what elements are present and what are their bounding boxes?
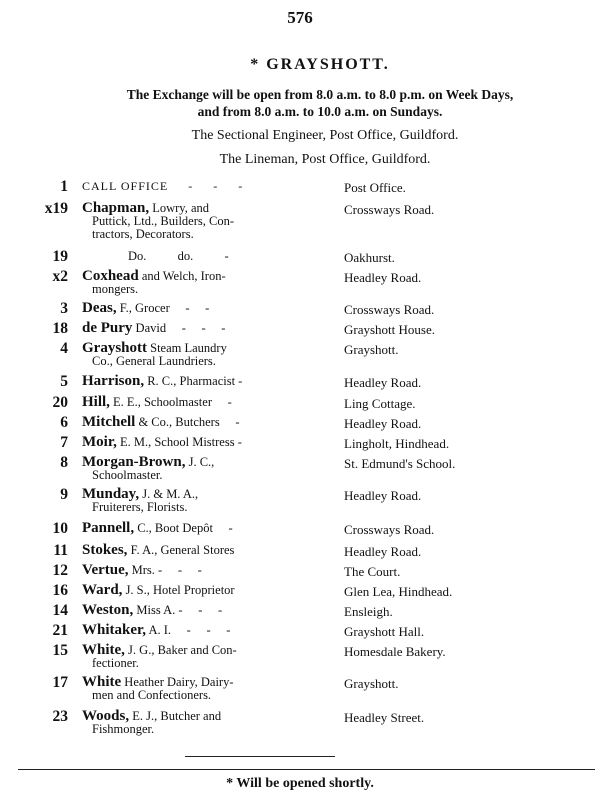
subscriber-surname: Ward,	[82, 582, 123, 598]
telephone-number: 7	[60, 434, 68, 451]
subscriber-address: Headley Road.	[344, 416, 422, 431]
subscriber-line: Schoolmaster.	[92, 468, 163, 482]
subscriber-line	[82, 544, 328, 557]
subscriber-address: Lingholt, Hindhead.	[344, 436, 450, 451]
subscriber-name	[82, 270, 328, 296]
lineman: The Lineman, Post Office, Guildford.	[219, 152, 431, 167]
subscriber-address: Grayshott.	[344, 676, 399, 691]
telephone-number: 11	[53, 542, 68, 559]
subscriber-name	[82, 202, 328, 241]
subscriber-name	[82, 302, 328, 315]
subscriber-name	[82, 522, 328, 535]
sectional-engineer: The Sectional Engineer, Post Office, Guildford.	[191, 128, 459, 143]
subscriber-name	[82, 710, 328, 736]
subscriber-name	[82, 488, 328, 514]
subscriber-name	[82, 416, 328, 429]
subscriber-line	[82, 375, 328, 388]
telephone-number: 16	[52, 582, 68, 599]
subscriber-line: tractors, Decorators.	[92, 227, 194, 241]
subscriber-address: St. Edmund's School.	[344, 456, 456, 471]
subscriber-name	[82, 544, 328, 557]
subscriber-line: Co., General Laundriers.	[92, 354, 216, 368]
subscriber-name	[82, 342, 328, 368]
subscriber-detail: E. J., Butcher and	[129, 709, 222, 723]
subscriber-name	[82, 436, 328, 449]
subscriber-line: fectioner.	[92, 656, 139, 670]
telephone-number: 3	[60, 300, 68, 317]
subscriber-name	[82, 676, 328, 702]
subscriber-address: Grayshott House.	[344, 322, 435, 337]
subscriber-line	[82, 180, 328, 193]
subscriber-address: Grayshott.	[344, 342, 399, 357]
subscriber-detail: and Welch, Iron-	[138, 269, 226, 283]
subscriber-name	[82, 456, 328, 482]
subscriber-line	[82, 564, 328, 577]
subscriber-surname: Vertue,	[82, 562, 129, 578]
subscriber-line	[82, 250, 328, 263]
subscriber-address: The Court.	[344, 564, 401, 579]
subscriber-line	[82, 584, 328, 597]
subscriber-address: Headley Road.	[344, 270, 422, 285]
subscriber-surname: Harrison,	[82, 373, 145, 389]
footnote: * Will be opened shortly.	[226, 776, 374, 791]
subscriber-address: Crossways Road.	[344, 522, 435, 537]
subscriber-detail: J. G., Baker and Con-	[124, 643, 237, 657]
subscriber-name	[82, 375, 328, 388]
subscriber-surname: Whitaker,	[82, 622, 147, 638]
subscriber-detail: C., Boot Depôt -	[134, 521, 233, 535]
telephone-number: 14	[52, 602, 68, 619]
telephone-number: 8	[60, 454, 68, 471]
subscriber-name	[82, 250, 328, 263]
subscriber-surname: Morgan-Brown,	[82, 454, 186, 470]
subscriber-address: Ensleigh.	[344, 604, 393, 619]
subscriber-detail: J. S., Hotel Proprietor	[122, 583, 235, 597]
subscriber-line	[82, 436, 328, 449]
subscriber-line: mongers.	[92, 282, 139, 296]
telephone-number: 4	[60, 340, 68, 357]
telephone-number: 18	[52, 320, 68, 337]
subscriber-address: Headley Road.	[344, 488, 422, 503]
subscriber-address: Crossways Road.	[344, 202, 435, 217]
subscriber-detail: Miss A. - - -	[133, 603, 223, 617]
subscriber-detail: Lowry, and	[149, 201, 210, 215]
subscriber-surname: White,	[82, 642, 125, 658]
page-title: * GRAYSHOTT.	[250, 56, 390, 73]
page-number: 576	[287, 8, 313, 27]
telephone-number: 12	[52, 562, 68, 579]
subscriber-surname: Stokes,	[82, 542, 128, 558]
subscriber-detail: Heather Dairy, Dairy-	[121, 675, 234, 689]
telephone-number: 9	[60, 486, 68, 503]
subscriber-line	[82, 624, 328, 637]
exchange-hours	[40, 86, 600, 120]
subscriber-name	[82, 564, 328, 577]
telephone-number: 20	[52, 394, 68, 411]
subscriber-name	[82, 644, 328, 670]
subscriber-address: Homesdale Bakery.	[344, 644, 446, 659]
subscriber-line	[82, 302, 328, 315]
subscriber-surname: White	[82, 674, 122, 690]
subscriber-line	[82, 604, 328, 617]
telephone-number: 15	[52, 642, 68, 659]
subscriber-surname: Coxhead	[82, 268, 139, 284]
subscriber-name	[82, 322, 328, 335]
subscriber-detail: A. I. - - -	[146, 623, 231, 637]
subscriber-line: Fruiterers, Florists.	[92, 500, 188, 514]
subscriber-line	[82, 416, 328, 429]
subscriber-detail: R. C., Pharmacist -	[144, 374, 243, 388]
telephone-number: 5	[60, 373, 68, 390]
subscriber-detail: CALL OFFICE - - -	[82, 179, 244, 193]
subscriber-detail: F., Grocer - -	[116, 301, 210, 315]
telephone-number: 19	[52, 248, 68, 265]
telephone-number: 17	[52, 674, 68, 691]
telephone-number: 21	[52, 622, 68, 639]
subscriber-address: Headley Road.	[344, 375, 422, 390]
subscriber-surname: Mitchell	[82, 414, 136, 430]
subscriber-name	[82, 180, 328, 193]
divider-short	[185, 756, 335, 757]
subscriber-detail: E. M., School Mistress -	[116, 435, 242, 449]
telephone-number: 10	[52, 520, 68, 537]
subscriber-line: Puttick, Ltd., Builders, Con-	[92, 214, 235, 228]
subscriber-name	[82, 604, 328, 617]
subscriber-surname: Pannell,	[82, 520, 135, 536]
subscriber-detail: Do. do. -	[128, 249, 229, 263]
subscriber-surname: Grayshott	[82, 340, 147, 356]
telephone-number: x19	[44, 200, 68, 217]
subscriber-line	[82, 396, 328, 409]
subscriber-surname: Deas,	[82, 300, 117, 316]
subscriber-surname: Chapman,	[82, 200, 150, 216]
telephone-number: x2	[52, 268, 68, 285]
subscriber-address: Oakhurst.	[344, 250, 395, 265]
subscriber-address: Glen Lea, Hindhead.	[344, 584, 453, 599]
subscriber-address: Grayshott Hall.	[344, 624, 425, 639]
subscriber-address: Post Office.	[344, 180, 406, 195]
subscriber-detail: David - - -	[132, 321, 226, 335]
subscriber-name	[82, 396, 328, 409]
subscriber-address: Crossways Road.	[344, 302, 435, 317]
divider-long	[18, 769, 595, 770]
subscriber-surname: Hill,	[82, 394, 110, 410]
subscriber-surname: de Pury	[82, 320, 133, 336]
subscriber-line: Fishmonger.	[92, 722, 155, 736]
subscriber-detail: J. & M. A.,	[139, 487, 199, 501]
subscriber-surname: Moir,	[82, 434, 117, 450]
subscriber-detail: Mrs. - - -	[128, 563, 202, 577]
subscriber-address: Ling Cottage.	[344, 396, 416, 411]
subscriber-detail: J. C.,	[185, 455, 215, 469]
subscriber-line	[82, 522, 328, 535]
subscriber-line	[82, 322, 328, 335]
subscriber-surname: Weston,	[82, 602, 134, 618]
subscriber-detail: & Co., Butchers -	[135, 415, 240, 429]
telephone-number: 1	[60, 178, 68, 195]
subscriber-name	[82, 584, 328, 597]
subscriber-name	[82, 624, 328, 637]
subscriber-line: men and Confectioners.	[92, 688, 212, 702]
telephone-number: 6	[60, 414, 68, 431]
subscriber-detail: Steam Laundry	[147, 341, 227, 355]
subscriber-surname: Munday,	[82, 486, 140, 502]
subscriber-address: Headley Road.	[344, 544, 422, 559]
subscriber-surname: Woods,	[82, 708, 130, 724]
subscriber-address: Headley Street.	[344, 710, 425, 725]
hours-line-weekdays: The Exchange will be open from 8.0 a.m. to 8.0 p.m. on Week Days,	[126, 87, 514, 102]
subscriber-detail: E. E., Schoolmaster -	[109, 395, 232, 409]
telephone-number: 23	[52, 708, 68, 725]
subscriber-detail: F. A., General Stores	[127, 543, 235, 557]
hours-line-sundays: and from 8.0 a.m. to 10.0 a.m. on Sundays.	[197, 104, 443, 119]
